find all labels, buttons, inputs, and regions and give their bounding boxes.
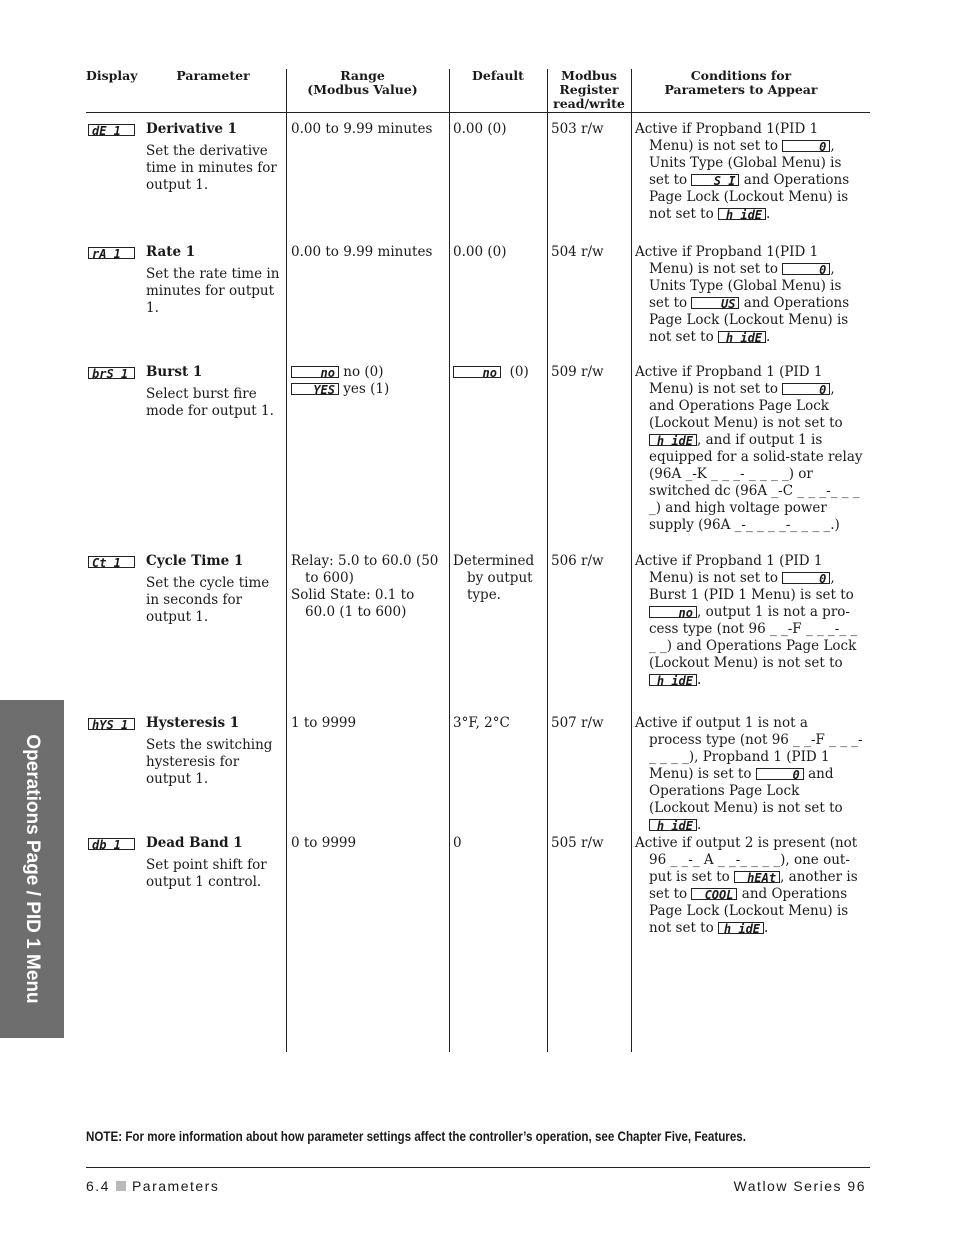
conditions-cell: Active if Propband 1 (PID 1 Menu) is not set to 0 , and Operations Page Lock (Lockout Menu) is not set to h idE , and if output 1 is equipped for a solid-state relay (96A _-K _ _ _- _ _ _ _) or switched dc (96A _-C _ _ _-_ _ _ _) and high voltage power supply (96A _-_ _ _ _-_ _ _ _.) <box>635 364 863 533</box>
header-parameter: Parameter <box>176 68 250 83</box>
parameter-description: Set the rate time in minutes for output 1. <box>146 266 280 316</box>
parameter-cell <box>146 364 284 420</box>
conditions-cell: Active if output 2 is present (not 96 _ _-_ A _ _-_ _ _ _), one out-put is set to hEAt , another is set to COOL and Operations Page Lock (Lockout Menu) is not set to h idE . <box>635 835 858 936</box>
default-cell: 0 <box>453 835 462 851</box>
display-lcd: Ct 1 <box>88 554 135 571</box>
display-lcd: db 1 <box>88 836 135 853</box>
display-lcd: rA 1 <box>88 245 135 262</box>
range-cell: 0.00 to 9.99 minutes <box>291 121 433 137</box>
default-cell: 3°F, 2°C <box>453 715 510 731</box>
parameter-cell <box>146 244 286 317</box>
column-rule <box>449 69 450 1052</box>
parameter-cell <box>146 835 284 891</box>
modbus-cell: 509 r/w <box>551 364 604 380</box>
column-rule <box>631 69 632 1052</box>
default-cell: Determined by output type. <box>453 553 535 603</box>
header-rule <box>86 112 870 113</box>
parameter-description: Set point shift for output 1 control. <box>146 857 267 890</box>
display-lcd: dE 1 <box>88 122 135 139</box>
conditions-cell: Active if Propband 1(PID 1 Menu) is not set to 0 , Units Type (Global Menu) is set to S I and Operations Page Lock (Lockout Menu) is not set to h idE . <box>635 121 850 222</box>
parameter-description: Sets the switching hysteresis for output 1. <box>146 737 273 787</box>
parameter-name: Cycle Time 1 <box>146 553 244 569</box>
parameter-name: Hysteresis 1 <box>146 715 240 731</box>
section-tab-label: Operations Page / PID 1 Menu <box>22 734 43 1004</box>
parameter-name: Rate 1 <box>146 244 196 260</box>
parameter-cell <box>146 715 284 788</box>
range-cell: 1 to 9999 <box>291 715 357 731</box>
product-name: Watlow Series 96 <box>733 1178 866 1194</box>
default-cell: 0.00 (0) <box>453 244 507 260</box>
footnote: NOTE: For more information about how parameter settings affect the controller’s operation, see Chapter Five, Features. <box>86 1129 746 1144</box>
conditions-cell: Active if Propband 1(PID 1 Menu) is not set to 0 , Units Type (Global Menu) is set to US and Operations Page Lock (Lockout Menu) is not set to h idE . <box>635 244 850 345</box>
column-rule <box>547 69 548 1052</box>
parameter-description: Set the cycle time in seconds for output 1. <box>146 575 270 625</box>
parameter-cell <box>146 553 286 626</box>
modbus-cell: 503 r/w <box>551 121 604 137</box>
modbus-cell: 505 r/w <box>551 835 604 851</box>
square-bullet-icon <box>116 1181 126 1191</box>
modbus-cell: 506 r/w <box>551 553 604 569</box>
header-conditions: Conditions for Parameters to Appear <box>664 68 818 97</box>
display-lcd: hYS 1 <box>88 716 135 733</box>
header-default: Default <box>472 68 524 83</box>
column-rule <box>286 69 287 1052</box>
section-name: Parameters <box>131 1178 220 1194</box>
modbus-cell: 507 r/w <box>551 715 604 731</box>
parameter-name: Dead Band 1 <box>146 835 243 851</box>
range-cell: no no (0) YES yes (1) <box>291 364 447 398</box>
range-cell: Relay: 5.0 to 60.0 (50 to 600) Solid State: 0.1 to 60.0 (1 to 600) <box>291 553 439 620</box>
parameter-description: Set the derivative time in minutes for output 1. <box>146 143 277 193</box>
range-cell: 0 to 9999 <box>291 835 357 851</box>
parameter-name: Burst 1 <box>146 364 203 380</box>
section-side-tab <box>0 700 64 1038</box>
header-range: Range (Modbus Value) <box>307 68 418 97</box>
display-lcd: brS 1 <box>88 365 135 382</box>
modbus-cell: 504 r/w <box>551 244 604 260</box>
parameter-name: Derivative 1 <box>146 121 238 137</box>
footer-left <box>86 1178 219 1194</box>
parameter-description: Select burst fire mode for output 1. <box>146 386 274 419</box>
default-cell: no (0) <box>453 364 545 381</box>
conditions-cell: Active if Propband 1 (PID 1 Menu) is not set to 0 , Burst 1 (PID 1 Menu) is set to no , output 1 is not a pro-cess type (not 96 _ _-F _ _ _-_ _ _ _) and Operations Page Lock (Lockout Menu) is not set to h idE . <box>635 553 858 688</box>
default-cell: 0.00 (0) <box>453 121 507 137</box>
range-cell: 0.00 to 9.99 minutes <box>291 244 433 260</box>
header-display: Display <box>86 68 138 83</box>
parameter-cell <box>146 121 284 194</box>
footer-rule <box>86 1167 870 1168</box>
page-number: 6.4 <box>86 1178 110 1194</box>
conditions-cell: Active if output 1 is not a process type (not 96 _ _-F _ _ _-_ _ _ _), Propband 1 (PID 1 Menu) is set to 0 and Operations Page Lock (Lockout Menu) is not set to h idE . <box>635 715 863 833</box>
header-modbus: Modbus Register read/write <box>553 68 625 111</box>
